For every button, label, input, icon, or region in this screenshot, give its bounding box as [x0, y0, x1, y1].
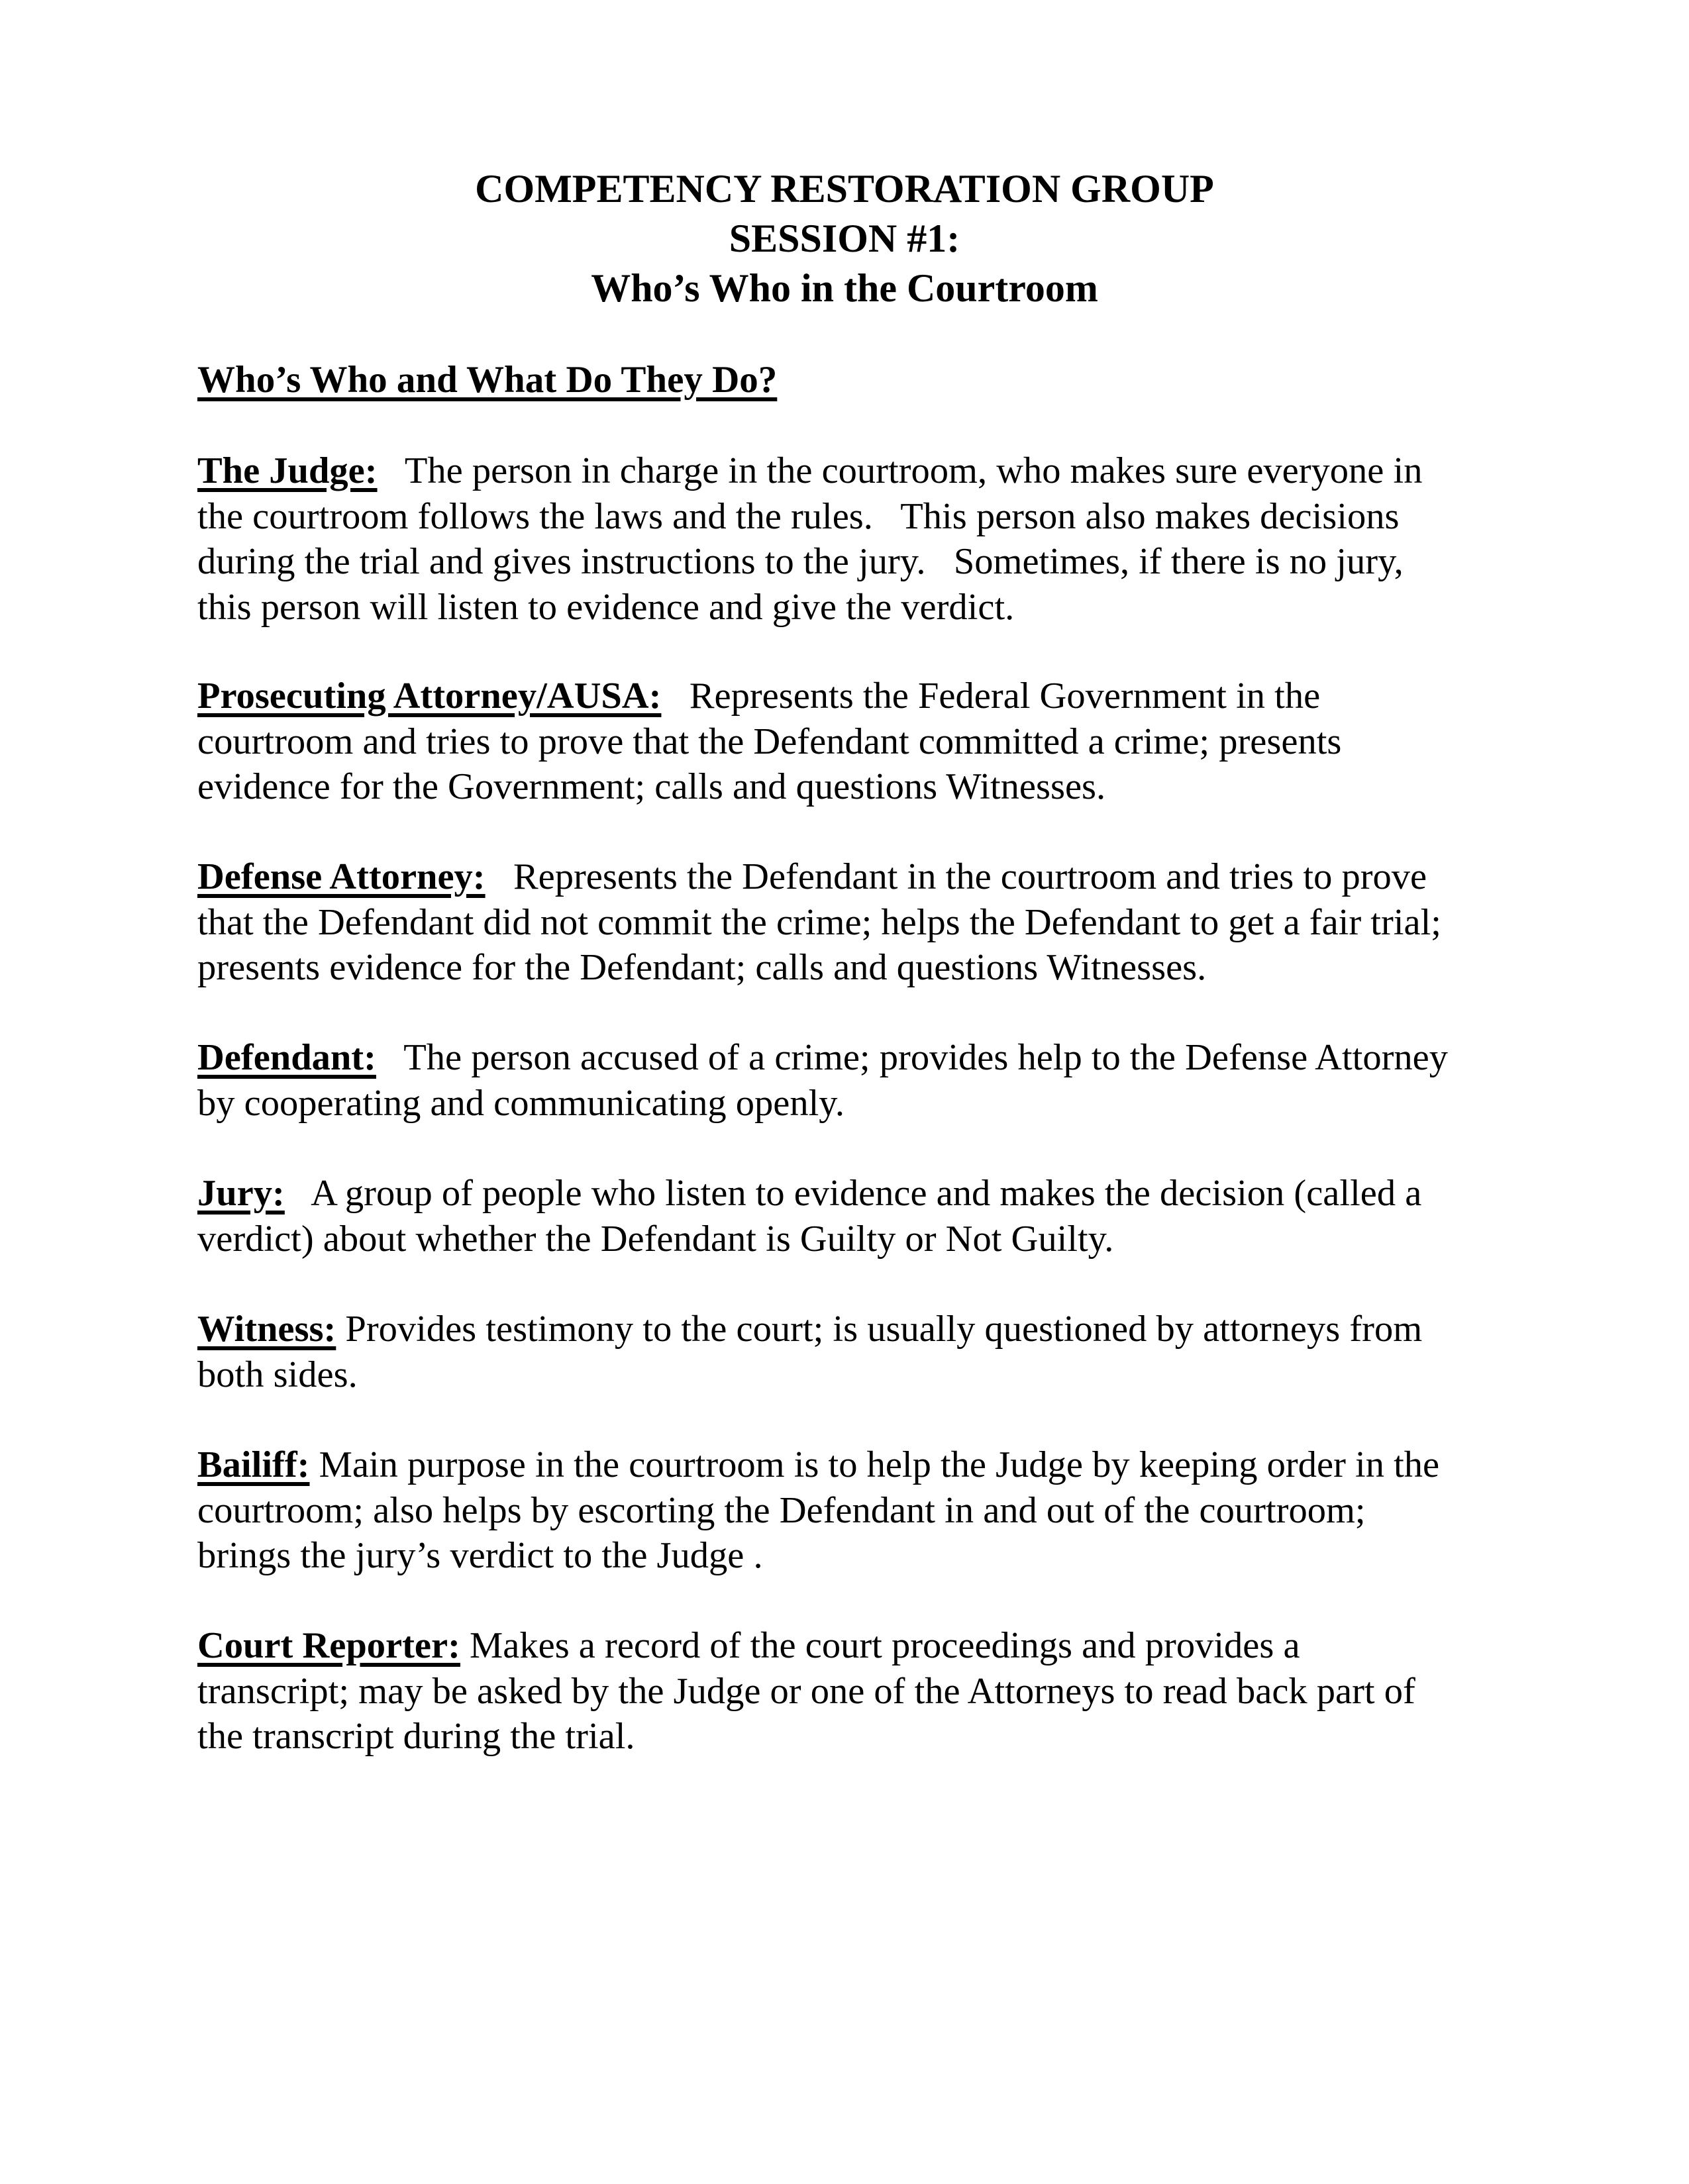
- term-gap: [486, 856, 513, 897]
- definition-text: Represents the Federal Government in the: [689, 675, 1321, 717]
- definition-judge: [197, 448, 1515, 630]
- definition-defendant: [197, 1035, 1515, 1126]
- document-title: [0, 164, 1689, 313]
- definition-jury: [197, 1171, 1515, 1262]
- definition-text: Main purpose in the courtroom is to help the Judge by keeping order in the: [319, 1444, 1440, 1485]
- definition-text: that the Defendant did not commit the crime; helps the Defendant to get a fair trial;: [197, 901, 1441, 943]
- term-gap: [378, 450, 405, 491]
- definition-text: The person in charge in the courtroom, who makes sure everyone in: [404, 450, 1423, 491]
- definition-first-line: [197, 1442, 1515, 1488]
- definition-first-line: [197, 1171, 1515, 1216]
- definition-text: Represents the Defendant in the courtroom and tries to prove: [513, 856, 1427, 897]
- definition-text: the transcript during the trial.: [197, 1716, 635, 1757]
- title-line-group: COMPETENCY RESTORATION GROUP: [475, 167, 1214, 211]
- term-witness: Witness:: [197, 1309, 336, 1350]
- definition-text: Makes a record of the court proceedings and provides a: [470, 1625, 1300, 1666]
- term-jury: Jury:: [197, 1173, 285, 1214]
- term-gap: [336, 1309, 345, 1350]
- definition-bailiff: [197, 1442, 1515, 1579]
- definition-defense-attorney: [197, 854, 1515, 991]
- definition-text: by cooperating and communicating openly.: [197, 1082, 844, 1124]
- term-court-reporter: Court Reporter:: [197, 1625, 460, 1666]
- definition-text: evidence for the Government; calls and questions Witnesses.: [197, 766, 1106, 807]
- section-subheading: Who’s Who and What Do They Do?: [197, 359, 778, 401]
- term-prosecuting-attorney: Prosecuting Attorney/AUSA:: [197, 675, 662, 717]
- definition-text: this person will listen to evidence and give the verdict.: [197, 586, 1015, 628]
- definition-first-line: [197, 448, 1515, 494]
- definition-first-line: [197, 1035, 1515, 1081]
- definition-first-line: [197, 673, 1515, 719]
- title-line-session: SESSION #1:: [729, 217, 960, 260]
- definition-text: the courtroom follows the laws and the rules. This person also makes decisions: [197, 495, 1400, 537]
- definition-text: Provides testimony to the court; is usually questioned by attorneys from: [345, 1309, 1423, 1350]
- definition-text: brings the jury’s verdict to the Judge .: [197, 1535, 763, 1576]
- definition-text: verdict) about whether the Defendant is Guilty or Not Guilty.: [197, 1218, 1114, 1260]
- term-gap: [460, 1625, 470, 1666]
- term-gap: [285, 1173, 311, 1214]
- definition-text: The person accused of a crime; provides help to the Defense Attorney: [403, 1037, 1449, 1078]
- definition-witness: [197, 1307, 1515, 1397]
- definition-text: presents evidence for the Defendant; calls and questions Witnesses.: [197, 947, 1207, 988]
- definition-text: A group of people who listen to evidence and makes the decision (called a: [311, 1173, 1422, 1214]
- definition-text: courtroom; also helps by escorting the Defendant in and out of the courtroom;: [197, 1489, 1366, 1531]
- definition-text: both sides.: [197, 1354, 358, 1395]
- term-gap: [376, 1037, 403, 1078]
- term-defense-attorney: Defense Attorney:: [197, 856, 486, 897]
- definition-text: during the trial and gives instructions to the jury. Sometimes, if there is no jury,: [197, 541, 1404, 582]
- term-bailiff: Bailiff:: [197, 1444, 310, 1485]
- definition-text: transcript; may be asked by the Judge or one of the Attorneys to read back part of: [197, 1670, 1415, 1712]
- definition-first-line: [197, 1623, 1515, 1669]
- definition-text: courtroom and tries to prove that the Defendant committed a crime; presents: [197, 720, 1342, 762]
- term-gap: [309, 1444, 319, 1485]
- definition-prosecuting-attorney: [197, 673, 1515, 810]
- title-line-topic: Who’s Who in the Courtroom: [591, 266, 1098, 310]
- term-gap: [661, 675, 689, 717]
- definition-first-line: [197, 854, 1515, 900]
- term-defendant: Defendant:: [197, 1037, 376, 1078]
- term-judge: The Judge:: [197, 450, 378, 491]
- definition-first-line: [197, 1307, 1515, 1352]
- definition-court-reporter: [197, 1623, 1515, 1760]
